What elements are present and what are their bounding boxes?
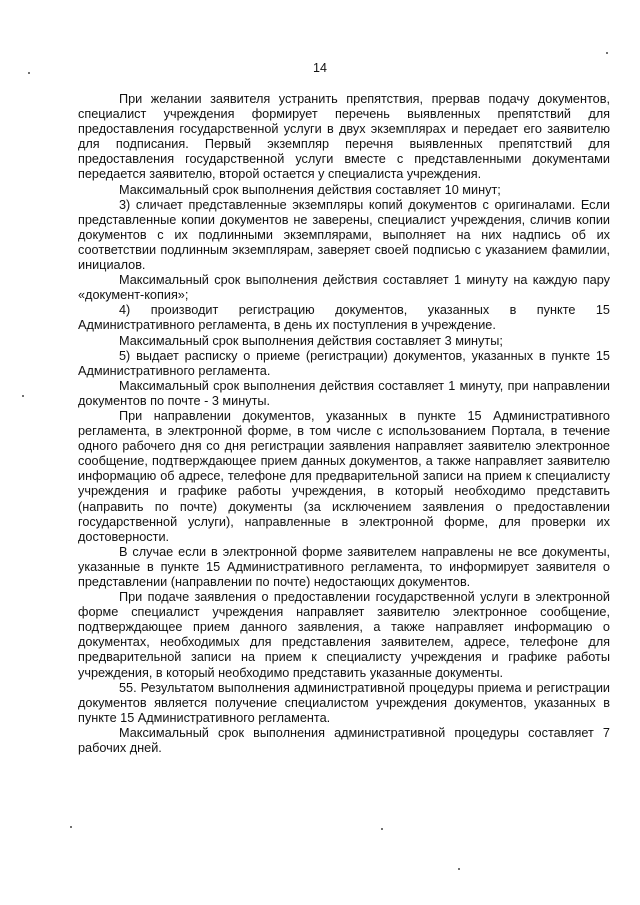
scan-speck	[606, 52, 608, 54]
page-number: 14	[313, 61, 327, 75]
document-body	[78, 92, 610, 756]
paragraph: Максимальный срок выполнения административной процедуры составляет 7 рабочих дней.	[78, 725, 610, 756]
scan-speck	[381, 828, 383, 830]
paragraph: Максимальный срок выполнения действия составляет 1 минуту на каждую пару «документ-копия»;	[78, 273, 610, 303]
paragraph: Максимальный срок выполнения действия составляет 3 минуты;	[119, 333, 503, 348]
scan-speck	[70, 826, 72, 828]
paragraph: 5) выдает расписку о приеме (регистрации) документов, указанных в пункте 15 Административного регламента.	[78, 348, 610, 378]
scan-speck	[22, 395, 24, 397]
scan-speck	[458, 868, 460, 870]
paragraph: Максимальный срок выполнения действия составляет 10 минут;	[119, 182, 501, 197]
paragraph: 4) производит регистрацию документов, указанных в пункте 15 Административного регламента, в день их поступления в учреждение.	[78, 303, 610, 333]
paragraph: 55. Результатом выполнения административной процедуры приема и регистрации документов является получение специалистом учреждения документов, указанных в пункте 15 Административного регламента.	[78, 680, 610, 725]
paragraph: При подаче заявления о предоставлении государственной услуги в электронной форме специалист учреждения направляет заявителю электронное сообщение, подтверждающее прием данного заявления, а также направляет информацию о документах, необходимых для представления заявителем, адресе, телефоне для предварительной записи на прием к специалисту учреждения и графике работы учреждения, в который необходимо представить указанные документы.	[78, 590, 610, 680]
scan-speck	[28, 72, 30, 74]
paragraph: Максимальный срок выполнения действия составляет 1 минуту, при направлении документов по почте - 3 минуты.	[78, 378, 610, 408]
paragraph: В случае если в электронной форме заявителем направлены не все документы, указанные в пункте 15 Административного регламента, то информирует заявителя о представлении (направлении по почте) недостающих документов.	[78, 544, 610, 589]
paragraph: 3) сличает представленные экземпляры копий документов с оригиналами. Если представленные копии документов не заверены, специалист учреждения, сличив копии документов с их подлинными экземплярами, выполняет на них надпись об их соответствии подлинным экземплярам, заверяет своей подписью с указанием фамилии, инициалов.	[78, 197, 610, 273]
paragraph: При направлении документов, указанных в пункте 15 Административного регламента, в электронной форме, в том числе с использованием Портала, в течение одного рабочего дня со дня регистрации заявления направляет заявителю электронное сообщение, подтверждающее прием данных документов, а также направляет заявителю информацию об адресе, телефоне для предварительной записи на прием к специалисту учреждения и графике работы учреждения, в который необходимо представить (направить по почте) документы (за исключением заявления о предоставлении государственной услуги), направленные в электронной форме, для проверки их достоверности.	[78, 408, 610, 544]
paragraph: При желании заявителя устранить препятствия, прервав подачу документов, специалист учреждения формирует перечень выявленных препятствий для предоставления государственной услуги в двух экземплярах и передает его заявителю для подписания. Первый экземпляр перечня выявленных препятствий для предоставления государственной услуги вместе с представленными документами передается заявителю, второй остается у специалиста учреждения.	[78, 92, 610, 182]
